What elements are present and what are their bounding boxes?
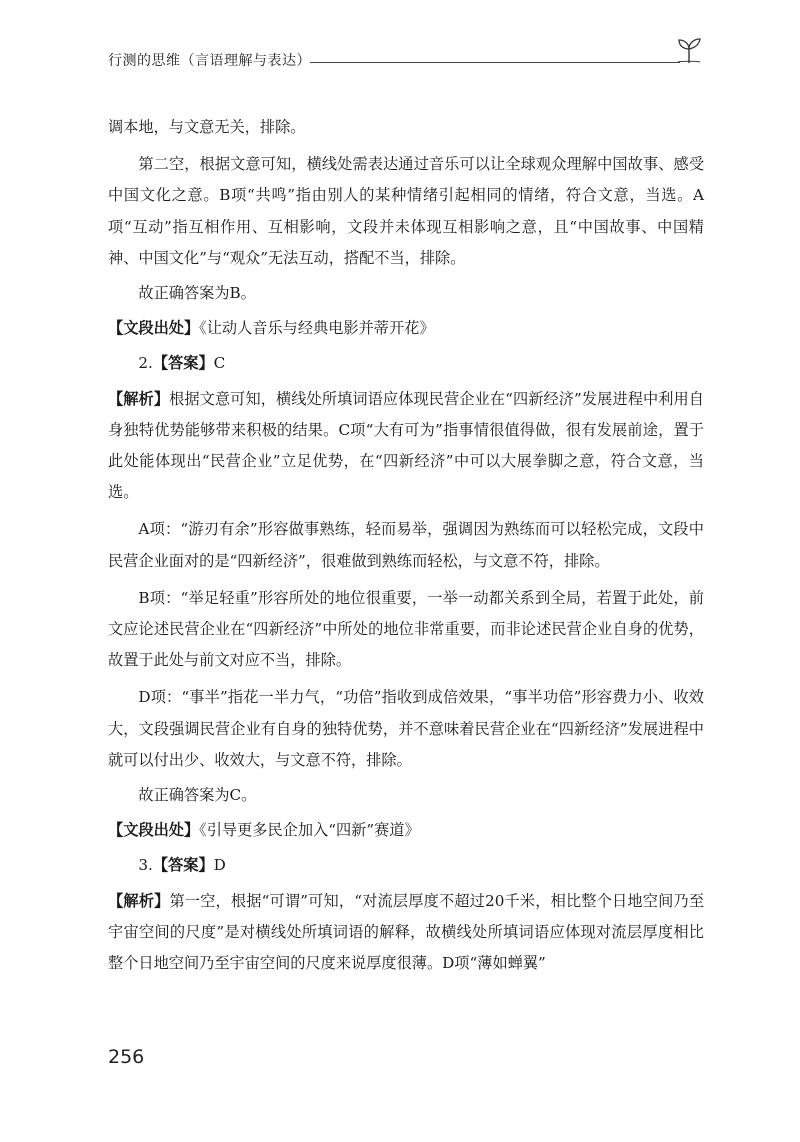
answer-line-3 — [108, 850, 704, 881]
option-b-analysis: B项：“举足轻重”形容所处的地位很重要，一举一动都关系到全局，若置于此处，前文应论述民营企业在“四新经济”中所处的地位非常重要，而非论述民营企业自身的优势，故置于此处与前文对应不当，排除。 — [108, 588, 704, 670]
answer-label: 【答案】 — [152, 354, 214, 373]
paragraph-3: 故正确答案为B。 — [138, 284, 256, 303]
answer-line-2 — [108, 348, 704, 379]
analysis-2 — [108, 384, 704, 509]
answer-label: 【答案】 — [152, 856, 214, 875]
body-text — [108, 112, 704, 979]
answer-value: D — [213, 856, 226, 875]
question-number: 2. — [138, 354, 153, 373]
paragraph-1: 调本地，与文意无关，排除。 — [108, 118, 306, 136]
answer-value: C — [213, 354, 226, 373]
source-line-1 — [108, 313, 704, 344]
source-line-2 — [108, 815, 704, 846]
paragraph-2: 第二空，根据文意可知，横线处需表达通过音乐可以让全球观众理解中国故事、感受中国文化之意。B项“共鸣”指由别人的某种情绪引起相同的情绪，符合文意，当选。A项“互动”指互相作用、互相影响，文段并未体现互相影响之意，且“中国故事、中国精神、中国文化”与“观众”无法互动，搭配不当，排除。 — [108, 155, 704, 267]
source-title: 《让动人音乐与经典电影并蒂开花》 — [199, 319, 435, 338]
header-title: 行测的思维（言语理解与表达） — [108, 53, 311, 69]
source-label: 【文段出处】 — [108, 319, 200, 338]
option-d-analysis: D项：“事半”指花一半力气，“功倍”指收到成倍效果，“事半功倍”形容费力小、收效大，文段强调民营企业有自身的独特优势，并不意味着民营企业在“四新经济”发展进程中就可以付出少、收效大，与文意不符，排除。 — [108, 688, 704, 769]
option-a-analysis: A项：“游刃有余”形容做事熟练，轻而易举，强调因为熟练而可以轻松完成，文段中民营企业面对的是“四新经济”，很难做到熟练而轻松，与文意不符，排除。 — [108, 520, 704, 570]
header-rule — [310, 62, 680, 63]
sprout-icon — [674, 36, 704, 64]
paragraph-conclusion-2: 故正确答案为C。 — [138, 786, 257, 805]
source-label: 【文段出处】 — [108, 821, 200, 840]
question-number: 3. — [138, 856, 153, 875]
analysis-text: 根据文意可知，横线处所填词语应体现民营企业在“四新经济”发展进程中利用自身独特优势能够带来积极的结果。C项“大有可为”指事情很值得做，很有发展前途，置于此处能体现出“民营企业”立足优势，在“四新经济”中可以大展拳脚之意，符合文意，当选。 — [108, 389, 704, 502]
analysis-text: 第一空，根据“可谓”可知，“对流层厚度不超过20千米，相比整个日地空间乃至宇宙空间的尺度”是对横线处所填词语的解释，故横线处所填词语应体现对流层厚度相比整个日地空间乃至宇宙空间的尺度来说厚度很薄。D项“薄如蝉翼” — [108, 891, 705, 973]
source-title: 《引导更多民企加入“四新”赛道》 — [199, 821, 420, 840]
analysis-3 — [108, 886, 704, 980]
analysis-label: 【解析】 — [108, 891, 170, 910]
running-header — [108, 50, 708, 72]
page-number: 256 — [108, 1046, 145, 1068]
analysis-label: 【解析】 — [108, 389, 170, 408]
